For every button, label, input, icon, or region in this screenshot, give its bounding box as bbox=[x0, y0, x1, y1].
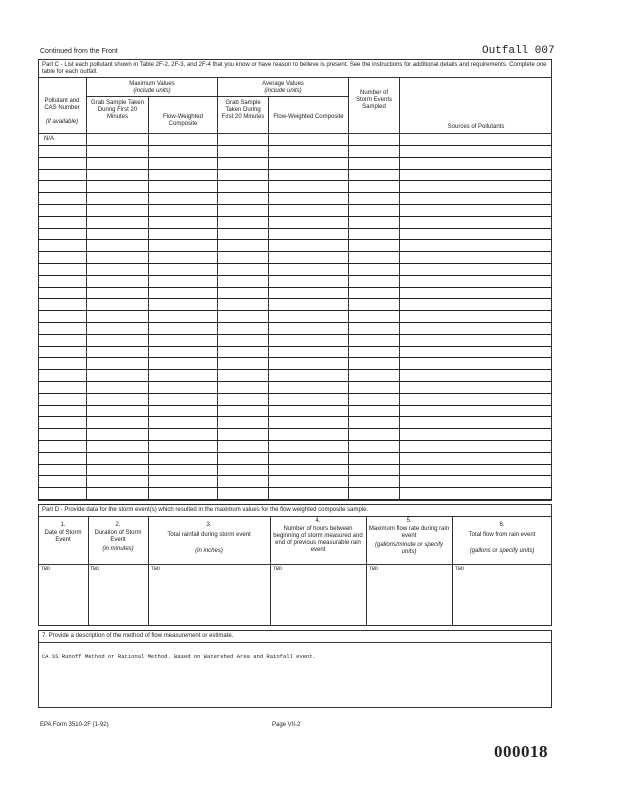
table-row bbox=[38, 180, 552, 181]
table-row bbox=[38, 228, 552, 229]
table-row bbox=[38, 157, 552, 158]
part-d-divider-5 bbox=[452, 516, 453, 626]
table-row bbox=[38, 487, 552, 488]
table-row bbox=[38, 334, 552, 335]
sources-label: Sources of Pollutants bbox=[447, 124, 505, 130]
d-value-rainfall: TBD bbox=[151, 566, 161, 572]
part-d-header-top bbox=[38, 516, 552, 517]
table-row bbox=[38, 393, 552, 394]
table-row bbox=[38, 428, 552, 429]
d-value-hours: TBD bbox=[273, 566, 283, 572]
d-value-date: TBD bbox=[41, 566, 51, 572]
part-d-divider-1 bbox=[88, 516, 89, 626]
grab-sample-max-label: Grab Sample Taken During First 20 Minutes bbox=[91, 100, 144, 120]
part-d-title: Part D - Provide data for the storm event(s) which resulted in the maximum values for the flow weighted composite sample. bbox=[42, 507, 369, 513]
continued-label: Continued from the Front bbox=[40, 48, 118, 55]
table-row bbox=[38, 145, 552, 146]
d-col6-num: 6. bbox=[499, 522, 505, 528]
col-pollutant-note: (if available) bbox=[45, 119, 79, 125]
d-col2-label: Duration of Storm Event bbox=[94, 530, 142, 543]
part-c-header-bottom bbox=[38, 133, 552, 134]
d-col2-num: 2. bbox=[115, 522, 121, 528]
table-row bbox=[38, 369, 552, 370]
d-col6-label: Total flow from rain event bbox=[468, 532, 536, 538]
table-row bbox=[38, 287, 552, 288]
part-c-intro: Part C - List each pollutant shown in Table 2F-2, 2F-3, and 2F-4 that you know or have reason to believe is present. See the instructions for additional details and requirements. Complete one table for each outfall. bbox=[42, 62, 547, 75]
table-row bbox=[38, 381, 552, 382]
d-value-max-flow: TBD bbox=[369, 566, 379, 572]
first-row-na: N/A bbox=[44, 136, 55, 142]
avg-units-label: (include units) bbox=[264, 88, 302, 94]
table-row bbox=[38, 251, 552, 252]
d-col2-note: (in minutes) bbox=[102, 546, 134, 552]
col-divider-6 bbox=[399, 77, 400, 501]
table-row bbox=[38, 499, 552, 500]
table-row bbox=[38, 169, 552, 170]
part-c-header-top bbox=[38, 77, 552, 78]
col-divider-3 bbox=[217, 77, 218, 501]
max-units-label: (include units) bbox=[133, 88, 171, 94]
d-col3-note: (in inches) bbox=[195, 548, 223, 554]
table-row bbox=[38, 440, 552, 441]
part-e-divider bbox=[38, 642, 552, 643]
part-e-text: CA SS Runoff Method or Rational Method. Based on Watershed Area and Rainfall event. bbox=[42, 653, 316, 660]
flow-weighted-avg-label: Flow-Weighted Composite bbox=[273, 114, 344, 120]
part-d-header-bottom bbox=[38, 564, 552, 565]
col-divider-5 bbox=[348, 77, 349, 501]
table-row bbox=[38, 298, 552, 299]
table-row bbox=[38, 464, 552, 465]
part-d-divider-2 bbox=[148, 516, 149, 626]
d-value-total-flow: TBD bbox=[455, 566, 465, 572]
flow-weighted-max-label: Flow-Weighted Composite bbox=[163, 114, 203, 127]
table-row bbox=[38, 452, 552, 453]
page-number: Page VII-2 bbox=[272, 722, 301, 728]
table-row bbox=[38, 405, 552, 406]
table-row bbox=[38, 263, 552, 264]
d-col4-num: 4. bbox=[315, 518, 321, 524]
avg-values-label: Average Values bbox=[262, 81, 304, 87]
d-col5-label: Maximum flow rate during rain event bbox=[368, 526, 450, 539]
grab-sample-avg-label: Grab Sample Taken During First 20 Minutes bbox=[221, 100, 265, 120]
d-col4-label: Number of hours between beginning of storm measured and end of previous measurable rain event bbox=[273, 526, 363, 553]
table-row bbox=[38, 346, 552, 347]
table-row bbox=[38, 322, 552, 323]
outfall-label: Outfall 007 bbox=[482, 45, 555, 57]
col-pollutant-label: Pollutant and CAS Number bbox=[44, 98, 80, 111]
col-divider-1 bbox=[86, 77, 87, 501]
table-row bbox=[38, 475, 552, 476]
part-d-divider-3 bbox=[270, 516, 271, 626]
d-col6-note: (gallons or specify units) bbox=[469, 548, 535, 554]
table-row bbox=[38, 204, 552, 205]
d-value-duration: TBD bbox=[90, 566, 100, 572]
part-e-title: 7. Provide a description of the method of flow measurement or estimate. bbox=[42, 633, 234, 639]
d-col5-note: (gallons/minute or specify units) bbox=[374, 542, 444, 555]
table-row bbox=[38, 216, 552, 217]
table-row bbox=[38, 192, 552, 193]
max-values-label: Maximum Values bbox=[129, 81, 175, 87]
table-row bbox=[38, 310, 552, 311]
d-col5-num: 5. bbox=[406, 518, 412, 524]
d-col3-label: Total rainfall during storm event bbox=[167, 532, 251, 538]
storm-events-label: Number of Storm Events Sampled bbox=[355, 90, 392, 110]
table-row bbox=[38, 275, 552, 276]
form-number: EPA Form 3510-2F (1-92) bbox=[40, 722, 109, 728]
d-col3-num: 3. bbox=[206, 522, 212, 528]
table-row bbox=[38, 357, 552, 358]
table-row bbox=[38, 239, 552, 240]
d-col1-label: Date of Storm Event bbox=[44, 530, 82, 543]
d-col1-num: 1. bbox=[60, 522, 66, 528]
part-d-divider-4 bbox=[366, 516, 367, 626]
table-row bbox=[38, 416, 552, 417]
bates-stamp: 000018 bbox=[494, 742, 548, 761]
